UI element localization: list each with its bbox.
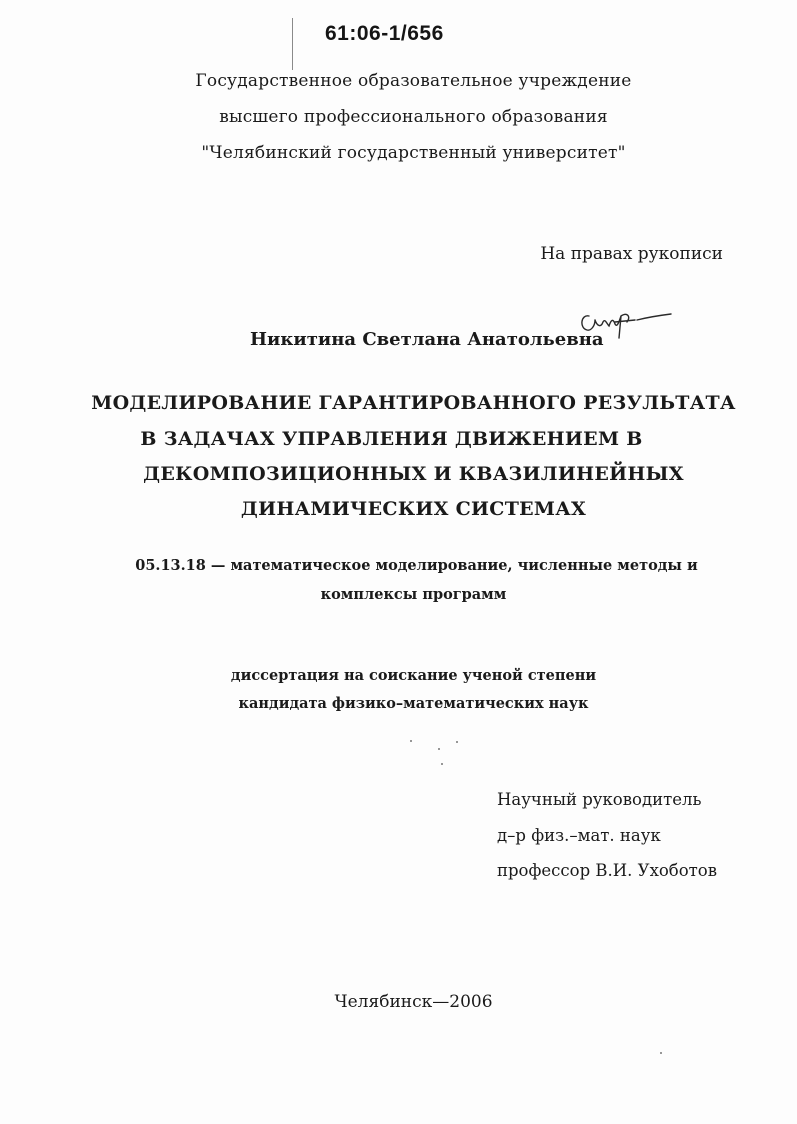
author-name: Никитина Светлана Анатольевна [250, 329, 604, 350]
dissertation-block [0, 667, 797, 685]
scan-speck [456, 741, 458, 743]
dissertation-block-2 [0, 695, 797, 713]
specialty-line-2: комплексы программ [320, 586, 507, 603]
institution-line-3: "Челябинский государственный университет" [201, 143, 626, 163]
signature-image [575, 298, 685, 358]
institution-block-3 [0, 143, 797, 163]
title-line-2: В ЗАДАЧАХ УПРАВЛЕНИЯ ДВИЖЕНИЕМ В [140, 428, 643, 450]
advisor-role: Научный руководитель [497, 790, 702, 809]
margin-rule [292, 18, 293, 70]
rights-note: На правах рукописи [540, 244, 723, 264]
dissertation-line-2: кандидата физико–математических наук [238, 695, 589, 712]
institution-block-2 [0, 107, 797, 127]
city-year: Челябинск—2006 [334, 992, 493, 1012]
scan-speck [660, 1052, 662, 1054]
title-line-1: МОДЕЛИРОВАНИЕ ГАРАНТИРОВАННОГО РЕЗУЛЬТАТА [91, 392, 736, 414]
specialty-block-2 [0, 586, 797, 604]
dissertation-line-1: диссертация на соискание ученой степени [230, 667, 597, 684]
thesis-title [0, 391, 797, 415]
thesis-title-2 [0, 427, 797, 451]
scan-speck [441, 763, 443, 765]
catalog-code: 61:06-1/656 [325, 22, 444, 45]
advisor-degree: д–р физ.–мат. наук [497, 826, 661, 845]
institution-line-2: высшего профессионального образования [219, 107, 608, 127]
thesis-title-4 [0, 497, 797, 521]
title-line-3: ДЕКОМПОЗИЦИОННЫХ И КВАЗИЛИНЕЙНЫХ [143, 463, 684, 485]
scan-speck [438, 748, 440, 750]
city-year-block [0, 992, 797, 1012]
institution-line-1: Государственное образовательное учреждение [195, 71, 632, 91]
advisor-name: профессор В.И. Ухоботов [497, 861, 718, 880]
thesis-title-3 [0, 462, 797, 486]
scan-speck [410, 740, 412, 742]
specialty-line-1: 05.13.18 — математическое моделирование, численные методы и [135, 557, 698, 574]
title-line-4: ДИНАМИЧЕСКИХ СИСТЕМАХ [240, 498, 587, 520]
institution-block [0, 71, 797, 91]
specialty-block [0, 557, 797, 575]
